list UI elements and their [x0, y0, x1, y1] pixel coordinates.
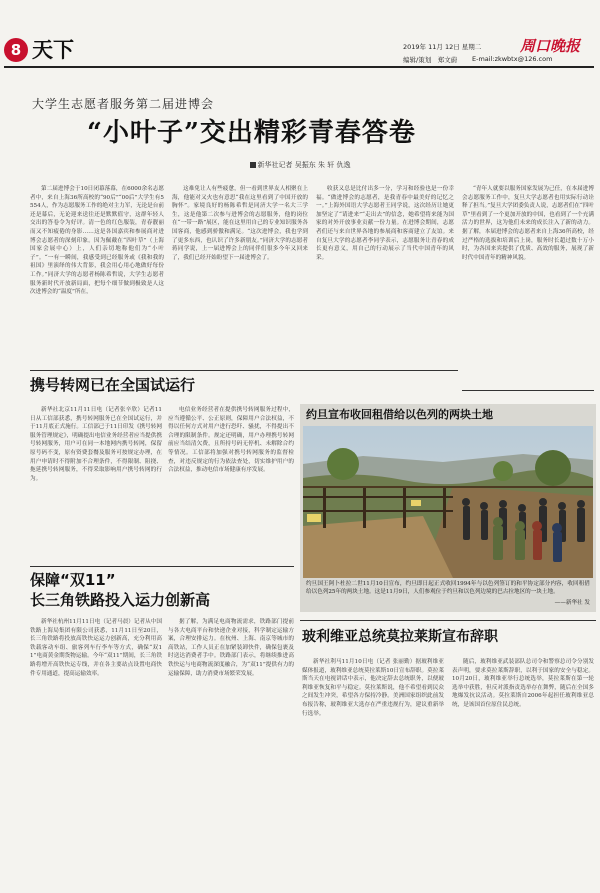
lead-column-1: 第二届进博会于10日闭幕落幕，在6000余名志愿者中，来自上海36所高校的“90后”“00后”大学生有5554人，作为志愿服务工作的绝对主力军，无论是台前还是幕后，无论迎来送往还是默默值守，这群年轻人交出的答卷令为好评。清一色的红色服装，青春靓丽而又不知疲倦的身影……这是各国嘉宾和参展商对进博会志愿者的深刻印象。因为佩戴在“四叶草”（上海国家会展中心）上，人们亲切地称他们为“小叶子”。“一有一瞬间，我感受到已经服务或《我和我的祖国》里演绎的伟大背影，我会用心用心地做好每份工作。”同济大学的志愿者杨陈希哲说，大学生志愿者服务新时代开放新局面，把每个细节做到极致是人这次进博会的“温度”所在，: [30, 186, 164, 296]
editor-email: E-mail:zkwbtx@126.com: [472, 55, 553, 63]
newspaper-logo: 周口晚报: [520, 37, 581, 55]
header-rule: [4, 66, 594, 68]
lead-headline: “小叶子”交出精彩青春答卷: [87, 118, 416, 148]
divider-lead: [30, 370, 458, 371]
section-title: 天下: [32, 37, 74, 62]
bolivia-title: 玻利维亚总统莫拉莱斯宣布辞职: [302, 629, 498, 645]
rail-title-line-2: 长三角铁路投入运力创新高: [30, 591, 211, 609]
editor-credit: 编辑/策划 郑文蔚: [403, 56, 458, 64]
news-photo: [303, 426, 593, 578]
photo-caption: 约旦国王阿卜杜拉二世11月10日宣布，约旦即日起正式收回1994年与以色列签订的和平协定部分内容，收回租借给以色列25年的两块土地。这是11月9日，人们参观位于约旦和以色列边境的巴古拉地区的一块土地。: [306, 581, 590, 596]
lead-kicker: 大学生志愿者服务第二届进博会: [32, 97, 215, 111]
lead-column-4: “青年人就要以服务国家发展为己任，在本届进博会志愿服务工作中，复旦大学志愿者也用实际行动诠释了担当。”复旦大学团委负责人说，志愿者们在“四叶草”里看到了一个更加开放的中国，也看到了一个充满活力的世界，这为他们未来的成长注入了新的动力。据了解，本届进博会的志愿者来自上海36所高校，经过严格的选拔和培训后上岗，服务时长超过数十万小时，为各国来宾提供了优质、高效的服务，展现了新时代中国青年的精神风貌。: [462, 186, 594, 261]
page-header: [0, 0, 600, 68]
divider-lead-right: [462, 390, 594, 391]
byline-square-icon: [250, 162, 256, 168]
page-number-badge: 8: [4, 38, 28, 62]
bolivia-column-2: 随后，玻利维亚武装部队总司令和警察总司令分别发表声明，要求莫拉莱斯辞职，以利于国家的安全与稳定。10月20日，玻利维亚举行总统选举，莫拉莱斯在第一轮选举中获胜，但反对派指责选举存在舞弊，随后在全国多地爆发抗议活动。莫拉莱斯自2006年起担任玻利维亚总统，是该国首位原住民总统。: [452, 659, 594, 708]
issue-date: 2019年 11月 12日 星期二: [403, 43, 482, 51]
rail-column-2: 据了解，为满足电商物流需求，铁路部门提前与各大电商平台和快递企业对接，科学制定运输方案，合理安排运力。在杭州、上海、南京等城市的高铁站，工作人员正在加紧装卸快件，确保包裹及时送达消费者手中。铁路部门表示，将继续推进高铁快运与电商物流深度融合，为“双11”提供有力的运输保障，助力消费市场繁荣发展。: [168, 619, 294, 677]
border-landscape-image: [303, 426, 593, 578]
byline-text: 新华社记者 吴振东 朱 轩 仇逸: [257, 161, 351, 169]
photo-feature: [300, 404, 596, 612]
lead-byline: [0, 160, 600, 170]
photo-headline: 约旦宣布收回租借给以色列的两块土地: [306, 408, 493, 421]
lead-column-2: 这难免让人有些疲惫，但一看到世界友人相聚在上海，他能对又火也有意思“我在这里看到了中国开放的胸怀”。家境良好的杨陈希哲是同济大学一名大三学生，这是他第二次参与进博会的志愿服务，他的岗位在“一带一路”展区，能在这里用自己的专业知识服务各国客商，他感到骄傲和满足。“这次进博会，我也学到了更多东西，也认识了许多新朋友。”同济大学的志愿者蒋同学说，上一届进博会上的同伴们很多今年又回来了，我们已经开始盼望下一届进博会了。: [172, 186, 308, 261]
divider-transfer: [30, 566, 294, 567]
photo-credit: ——新华社 发: [554, 600, 590, 606]
transfer-column-2: 电信业务经营者在提供携号转网服务过程中，应当遵循公平、公正原则，保障用户合法权益，不得以任何方式对用户进行恐吓、骚扰，不得提出不合理的限制条件。规定还明确，用户办理携号转网前应当结清欠费，且所持号码无停机、未解除合约等情况。工信部将加强对携号转网服务的监督检查，对违反规定的行为依法查处，切实维护用户的合法权益，推动电信市场健康有序发展。: [168, 407, 294, 474]
rail-column-1: 新华社杭州11月11日电（记者马晨）记者从中国铁路上海局集团有限公司获悉，11月11日至20日，长三角铁路将投放高铁快运运力创新高，充分利用高铁载客动车组、旅客列车行李车等方式，确保“双11”电商黄金期货物运输。今年“双11”期间，长三角铁路将增开高铁快运专线，并在各主要站点设置电商快件专用通道，提高运输效率。: [30, 619, 162, 677]
bolivia-column-1: 新华社利马11月10日电（记者 张丽勤）据玻利维亚媒体报道，玻利维亚总统莫拉莱斯10日宣布辞职。莫拉莱斯当天在电视讲话中表示，他决定辞去总统职务，以便玻利维亚恢复和平与稳定。莫拉莱斯说，他不希望看到民众之间发生冲突，希望各方保持冷静。美洲国家组织此前发布报告称，玻利维亚大选存在严重违规行为，建议重新举行选举。: [302, 659, 444, 717]
transfer-title: 携号转网已在全国试运行: [30, 376, 196, 394]
rail-title-line-1: 保障“双11”: [30, 571, 116, 589]
lead-column-3: 收获又总是比付出多一分，学习和经验也是一份幸福。“做进博会的志愿者，是我青春中最美好的记忆之一。”上海外国语大学志愿者王同学说，这次经历让她更加坚定了“请进来”“走出去”的信念，她希望将来能为国家的对外开放事业贡献一份力量。在进博会期间，志愿者们还与来自世界各地的参展商和客商建立了友谊。来自复旦大学的志愿者李同学表示，志愿服务让青春的成长更有意义，用自己的行动展示了当代中国青年的风采。: [316, 186, 454, 261]
divider-photo: [300, 620, 596, 621]
transfer-column-1: 新华社北京11月11日电（记者张辛欣）记者11日从工信部获悉，携号转网服务已在全国试运行，并于11月底正式施行。工信部已于11日印发《携号转网服务管理规定》，明确提出电信业务经营者应当提供携号转网服务，用户可在同一本地网内携号转网，保留原号码不变，原有资费套餐及服务可按规定办理，在用户申请时不得附加不合理条件，不得限制、阻挠、拖延携号转网服务，不得采取影响用户携号转网的行为。: [30, 407, 162, 482]
